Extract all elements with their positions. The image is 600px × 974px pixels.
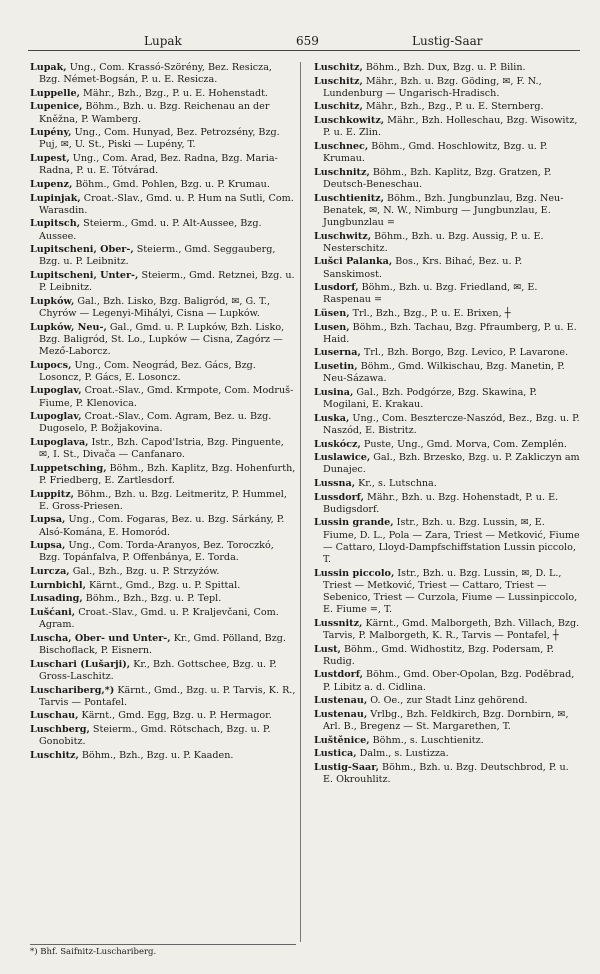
entry-details: Böhm., Bzh., Bzg. u. P. Tepl. (85, 593, 222, 605)
gazetteer-entry (314, 517, 580, 566)
entry-placename: Lust, (314, 643, 341, 655)
entry-details: Ung., Com. Arad, Bez. Radna, Bzg. Maria-Radna, P. u. E. Tótvárad. (39, 153, 278, 177)
entry-placename: Luschitz, (30, 749, 79, 761)
gazetteer-entry (314, 141, 580, 165)
gazetteer-entry (314, 762, 580, 786)
gazetteer-entry (30, 218, 296, 242)
entry-details: Böhm., Bzh. u. Bzg. Deutschbrod, P. u. E. Okrouhlitz. (323, 761, 569, 786)
entry-placename: Lupenz, (30, 178, 73, 190)
entry-details: Gal., Bzh., Bzg. u. P. Strzyżów. (72, 566, 220, 578)
entry-details: Steierm., Gmd. Rötschach, Bzg. u. P. Gonobitz. (39, 723, 271, 748)
entry-details: Mähr., Bzh., Bzg., P. u. E. Sternberg. (365, 101, 544, 113)
entry-details: Kärnt., Gmd. Malborgeth, Bzh. Villach, Bzg. Tarvis, P. Malborgeth, K. R., Tarvis — Pontafel, ┼ (323, 617, 580, 641)
entry-details: Ung., Com. Torda-Aranyos, Bez. Toroczkó, Bzg. Topánfalva, P. Offenbánya, E. Torda. (39, 540, 274, 564)
gazetteer-entry (30, 153, 296, 177)
gazetteer-entry (314, 669, 580, 693)
gazetteer-entry (314, 735, 580, 747)
entry-details: Böhm., Bzh. u. Bzg. Reichenau an der Kněžna, P. Wamberg. (39, 101, 270, 125)
entry-details: O. Oe., zur Stadt Linz gehörend. (370, 695, 528, 707)
entry-details: Dalm., s. Lustizza. (359, 748, 449, 760)
gazetteer-entry (314, 361, 580, 385)
entry-placename: Lupków, Neu-, (30, 321, 107, 333)
entry-details: Gal., Bzh. Lisko, Bzg. Baligród, ✉, G. T., Chyrów — Legenyi-Mihályi, Cisna — Lupków. (39, 295, 271, 319)
entry-placename: Lupitscheni, Ober-, (30, 244, 134, 256)
entry-details: Puste, Ung., Gmd. Morva, Com. Zemplén. (363, 438, 567, 450)
entry-placename: Lupény, (30, 127, 72, 139)
gazetteer-entry (314, 709, 580, 733)
entry-placename: Luschtienitz, (314, 192, 384, 204)
entry-details: Kärnt., Gmd., Bzg. u. P. Spittal. (88, 579, 241, 591)
left-column (30, 62, 296, 763)
entry-placename: Lupoglav, (30, 385, 82, 397)
entry-details: Böhm., Gmd. Widhostitz, Bzg. Podersam, P. Rudig. (323, 643, 554, 667)
entry-details: Kärnt., Gmd. Egg, Bzg. u. P. Hermagor. (81, 710, 272, 722)
gazetteer-entry (30, 750, 296, 762)
entry-details: Croat.-Slav., Gmd. Krmpote, Com. Modruš-Fiume, P. Klenovica. (39, 385, 294, 409)
entry-placename: Lurcza, (30, 566, 70, 578)
entry-placename: Lušci Palanka, (314, 256, 393, 268)
entry-placename: Luschnec, (314, 140, 369, 152)
gazetteer-entry (314, 618, 580, 642)
entry-details: Ung., Com. Neográd, Bez. Gács, Bzg. Losoncz, P. Gács, E. Losoncz. (39, 359, 256, 383)
gazetteer-entry (30, 322, 296, 358)
gazetteer-entry (314, 76, 580, 100)
entry-details: Steierm., Gmd. Seggauberg, Bzg. u. P. Leibnitz. (39, 244, 276, 268)
gazetteer-entry (30, 360, 296, 384)
entry-placename: Lusdorf, (314, 282, 359, 294)
entry-details: Kr., s. Lutschna. (358, 478, 437, 489)
gazetteer-entry (314, 644, 580, 668)
gazetteer-entry (314, 347, 580, 359)
entry-details: Ung., Com. Fogaras, Bez. u. Bzg. Sárkány, P. Alsó-Komána, E. Homoród. (39, 514, 285, 538)
entry-placename: Lupinjak, (30, 192, 81, 204)
entry-placename: Luschau, (30, 710, 79, 722)
entry-placename: Luserna, (314, 347, 361, 359)
gazetteer-entry (30, 437, 296, 461)
entry-details: Böhm., Bzh. u. Bzg. Leitmeritz, P. Hummel, E. Gross-Priesen. (39, 488, 287, 512)
entry-details: Trl., Bzh. Borgo, Bzg. Levico, P. Lavarone. (363, 347, 569, 359)
gazetteer-entry (314, 62, 580, 74)
entry-placename: Luslawice, (314, 452, 371, 464)
entry-placename: Luschberg, (30, 723, 90, 735)
gazetteer-entry (30, 489, 296, 513)
right-column (314, 62, 580, 788)
entry-placename: Lustdorf, (314, 669, 363, 681)
entry-placename: Luschwitz, (314, 230, 372, 242)
entry-details: Böhm., Bzh. u. Bzg. Friedland, ✉, E. Raspenau = (323, 282, 538, 306)
entry-placename: Lupocs, (30, 359, 72, 371)
entry-details: Ung., Com. Hunyad, Bez. Petrozsény, Bzg. Puj, ✉, U. St., Piski — Lupény, T. (39, 127, 280, 151)
entry-placename: Luschariberg,*) (30, 684, 115, 696)
gazetteer-entry (314, 695, 580, 707)
entry-details: Ung., Com. Beszterczе-Naszód, Bez., Bzg. u. P. Naszód, E. Bistritz. (323, 412, 580, 436)
entry-details: Böhm., Gmd. Pohlen, Bzg. u. P. Krumau. (75, 178, 270, 190)
footnote: *) Bhf. Saifnitz-Luschariberg. (30, 944, 296, 957)
gazetteer-entry (30, 593, 296, 605)
entry-placename: Luschitz, (314, 75, 363, 87)
gazetteer-entry (30, 710, 296, 722)
gazetteer-entry (30, 127, 296, 151)
entry-details: Croat.-Slav., Gmd. u. P. Hum na Sutli, Com. Warasdin. (39, 192, 294, 216)
entry-placename: Luskócz, (314, 438, 361, 450)
entry-details: Steierm., Gmd. Retznei, Bzg. u. P. Leibnitz. (39, 270, 295, 294)
entry-placename: Luppitz, (30, 488, 75, 500)
gazetteer-entry (30, 633, 296, 657)
entry-details: Böhm., Bzh. Kaplitz, Bzg. Gratzen, P. Deutsch-Beneschau. (323, 166, 552, 190)
entry-placename: Lupitscheni, Unter-, (30, 270, 139, 281)
entry-details: Croat.-Slav., Com. Agram, Bez. u. Bzg. Dugoselo, P. Božjakovina. (39, 411, 272, 435)
entry-details: Kr., Gmd. Pölland, Bzg. Bischoflack, P. Eisnern. (39, 632, 286, 657)
entry-placename: Luschitz, (314, 62, 363, 73)
entry-details: Croat.-Slav., Gmd. u. P. Kraljevčani, Com. Agram. (39, 607, 279, 631)
entry-placename: Lusina, (314, 386, 354, 398)
gazetteer-entry (314, 308, 580, 320)
entry-details: Vrlbg., Bzh. Feldkirch, Bzg. Dornbirn, ✉, Arl. B., Bregenz — St. Margarethen, T. (323, 708, 569, 732)
gazetteer-entry (30, 88, 296, 100)
entry-details: Böhm., Bzh. Tachau, Bzg. Pfraumberg, P. u. E. Haid. (323, 321, 577, 345)
entry-details: Böhm., Bzh. u. Bzg. Aussig, P. u. E. Nesterschitz. (323, 230, 544, 254)
header-right-word: Lustig-Saar (412, 34, 483, 48)
entry-placename: Lustenau, (314, 708, 368, 720)
gazetteer-entry (314, 193, 580, 229)
gazetteer-entry (314, 231, 580, 255)
gazetteer-entry (30, 296, 296, 320)
entry-details: Kr., Bzh. Gottschee, Bzg. u. P. Gross-Laschitz. (39, 658, 277, 682)
entry-details: Mähr., Bzh. u. Bzg. Göding, ✉, F. N., Lundenburg — Ungarisch-Hradisch. (323, 75, 542, 99)
entry-details: Böhm., Gmd. Wilkischau, Bzg. Manetin, P. Neu-Sázawa. (323, 361, 565, 385)
entry-placename: Luštěnice, (314, 734, 370, 746)
entry-placename: Luscha, Ober- und Unter-, (30, 632, 171, 644)
entry-details: Böhm., Gmd. Ober-Opolan, Bzg. Poděbrad, P. Libitz a. d. Cidlina. (323, 669, 575, 693)
gazetteer-entry (30, 580, 296, 592)
entry-details: Böhm., Gmd. Hoschlowitz, Bzg. u. P. Krumau. (323, 140, 548, 165)
gazetteer-entry (30, 270, 296, 294)
gazetteer-entry (314, 167, 580, 191)
entry-placename: Lupsa, (30, 540, 66, 552)
gazetteer-entry (314, 748, 580, 760)
entry-details: Böhm., Bzh. Dux, Bzg. u. P. Bilin. (365, 62, 526, 73)
entry-placename: Luschitz, (314, 101, 363, 113)
entry-placename: Lupków, (30, 295, 75, 307)
entry-placename: Lupoglav, (30, 411, 82, 423)
gazetteer-entry (314, 439, 580, 451)
entry-placename: Luppetsching, (30, 462, 107, 474)
gazetteer-entry (314, 282, 580, 306)
entry-placename: Lustig-Saar, (314, 761, 379, 773)
entry-placename: Lupoglava, (30, 437, 89, 449)
entry-details: Böhm., Bzh., Bzg. u. P. Kaaden. (81, 749, 234, 761)
gazetteer-entry (314, 101, 580, 113)
entry-placename: Luschnitz, (314, 166, 370, 178)
entry-placename: Lurnbichl, (30, 579, 86, 591)
gazetteer-entry (314, 387, 580, 411)
gazetteer-entry (314, 256, 580, 280)
gazetteer-entry (314, 452, 580, 476)
gazetteer-entry (314, 115, 580, 139)
gazetteer-entry (30, 244, 296, 268)
header-left-word: Lupak (144, 34, 182, 48)
gazetteer-entry (314, 322, 580, 346)
gazetteer-entry (30, 540, 296, 564)
gazetteer-entry (30, 659, 296, 683)
entry-placename: Lupak, (30, 62, 67, 73)
gazetteer-entry (30, 62, 296, 86)
entry-placename: Lusen, (314, 321, 350, 333)
entry-placename: Lušćani, (30, 607, 76, 619)
entry-details: Ung., Com. Krassó-Szörény, Bez. Resicza, Bzg. Német-Bogsán, P. u. E. Resicza. (39, 62, 272, 86)
entry-details: Böhm., Bzh. Kaplitz, Bzg. Hohenfurth, P. Friedberg, E. Zartlesdorf. (39, 462, 296, 486)
gazetteer-entry (30, 101, 296, 125)
entry-details: Istr., Bzh. u. Bzg. Lussin, ✉, D. L., Triest — Metković, Triest — Cattaro, Triest — Sebenico, Triest — Curzola, Fiume — Lussinpiccolo, E. Fiume =, T. (323, 567, 578, 616)
gazetteer-entry (30, 193, 296, 217)
gazetteer-entry (30, 411, 296, 435)
entry-placename: Lupenice, (30, 101, 83, 113)
entry-placename: Lussin grande, (314, 517, 394, 529)
entry-placename: Lupsa, (30, 514, 66, 526)
entry-details: Gal., Bzh. Podgórze, Bzg. Skawina, P. Mogilani, E. Krakau. (323, 386, 537, 411)
column-divider (300, 62, 301, 942)
gazetteer-entry (314, 478, 580, 490)
entry-placename: Lüsen, (314, 307, 350, 319)
entry-placename: Lusading, (30, 593, 83, 605)
gazetteer-entry (30, 463, 296, 487)
gazetteer-entry (30, 607, 296, 631)
entry-details: Gal., Gmd. u. P. Lupków, Bzh. Lisko, Bzg. Baligród, St. Lo., Lupków — Cisna, Zagórz — Mező-Laborcz. (39, 321, 285, 357)
entry-placename: Lupitsch, (30, 218, 81, 230)
entry-placename: Lustica, (314, 748, 357, 760)
running-header (28, 32, 580, 51)
gazetteer-entry (30, 385, 296, 409)
gazetteer-entry (30, 724, 296, 748)
entry-placename: Luschari (Lušarji), (30, 658, 131, 670)
entry-details: Bos., Krs. Bihać, Bez. u. P. Sanskimost. (323, 256, 523, 280)
entry-details: Mähr., Bzh. u. Bzg. Hohenstadt, P. u. E. Budigsdorf. (323, 491, 559, 515)
entry-details: Trl., Bzh., Bzg., P. u. E. Brixen, ┼ (352, 307, 511, 319)
entry-details: Böhm., s. Luschtienitz. (372, 734, 484, 746)
gazetteer-entry (30, 685, 296, 709)
entry-details: Böhm., Bzh. Jungbunzlau, Bzg. Neu-Benatek, ✉, N. W., Nimburg — Jungbunzlau, E. Jungbunzlau = (323, 192, 564, 228)
entry-details: Steierm., Gmd. u. P. Alt-Aussee, Bzg. Aussee. (39, 218, 262, 242)
entry-placename: Lussna, (314, 478, 356, 489)
entry-placename: Lupest, (30, 153, 70, 165)
entry-details: Mähr., Bzh., Bzg., P. u. E. Hohenstadt. (83, 87, 268, 99)
entry-details: Mähr., Bzh. Holleschau, Bzg. Wisowitz, P. u. E. Zlin. (323, 115, 578, 139)
entry-placename: Lusetin, (314, 361, 358, 373)
gazetteer-entry (30, 514, 296, 538)
entry-placename: Lussnitz, (314, 617, 363, 629)
entry-placename: Luschkowitz, (314, 115, 385, 127)
gazetteer-entry (314, 492, 580, 516)
page-number: 659 (296, 34, 319, 48)
entry-placename: Lussdorf, (314, 491, 364, 503)
entry-details: Gal., Bzh. Brzesko, Bzg. u. P. Zakliczyn am Dunajec. (323, 452, 580, 476)
gazetteer-entry (30, 179, 296, 191)
entry-placename: Luppelle, (30, 87, 80, 99)
gazetteer-entry (314, 568, 580, 617)
entry-placename: Luska, (314, 412, 350, 424)
gazetteer-entry (30, 566, 296, 578)
entry-placename: Lustenau, (314, 695, 368, 707)
entry-placename: Lussin piccolo, (314, 567, 395, 579)
entry-details: Istr., Bzh. Capod'Istria, Bzg. Pinguente, ✉, I. St., Divača — Canfanaro. (39, 437, 284, 461)
entry-details: Kärnt., Gmd., Bzg. u. P. Tarvis, K. R., Tarvis — Pontafel. (39, 684, 296, 708)
entry-details: Istr., Bzh. u. Bzg. Lussin, ✉, E. Fiume, D. L., Pola — Zara, Triest — Metković, Fiume — Cattaro, Lloyd-Dampfschiffstation Lussin piccolo, T. (323, 517, 580, 565)
gazetteer-entry (314, 413, 580, 437)
